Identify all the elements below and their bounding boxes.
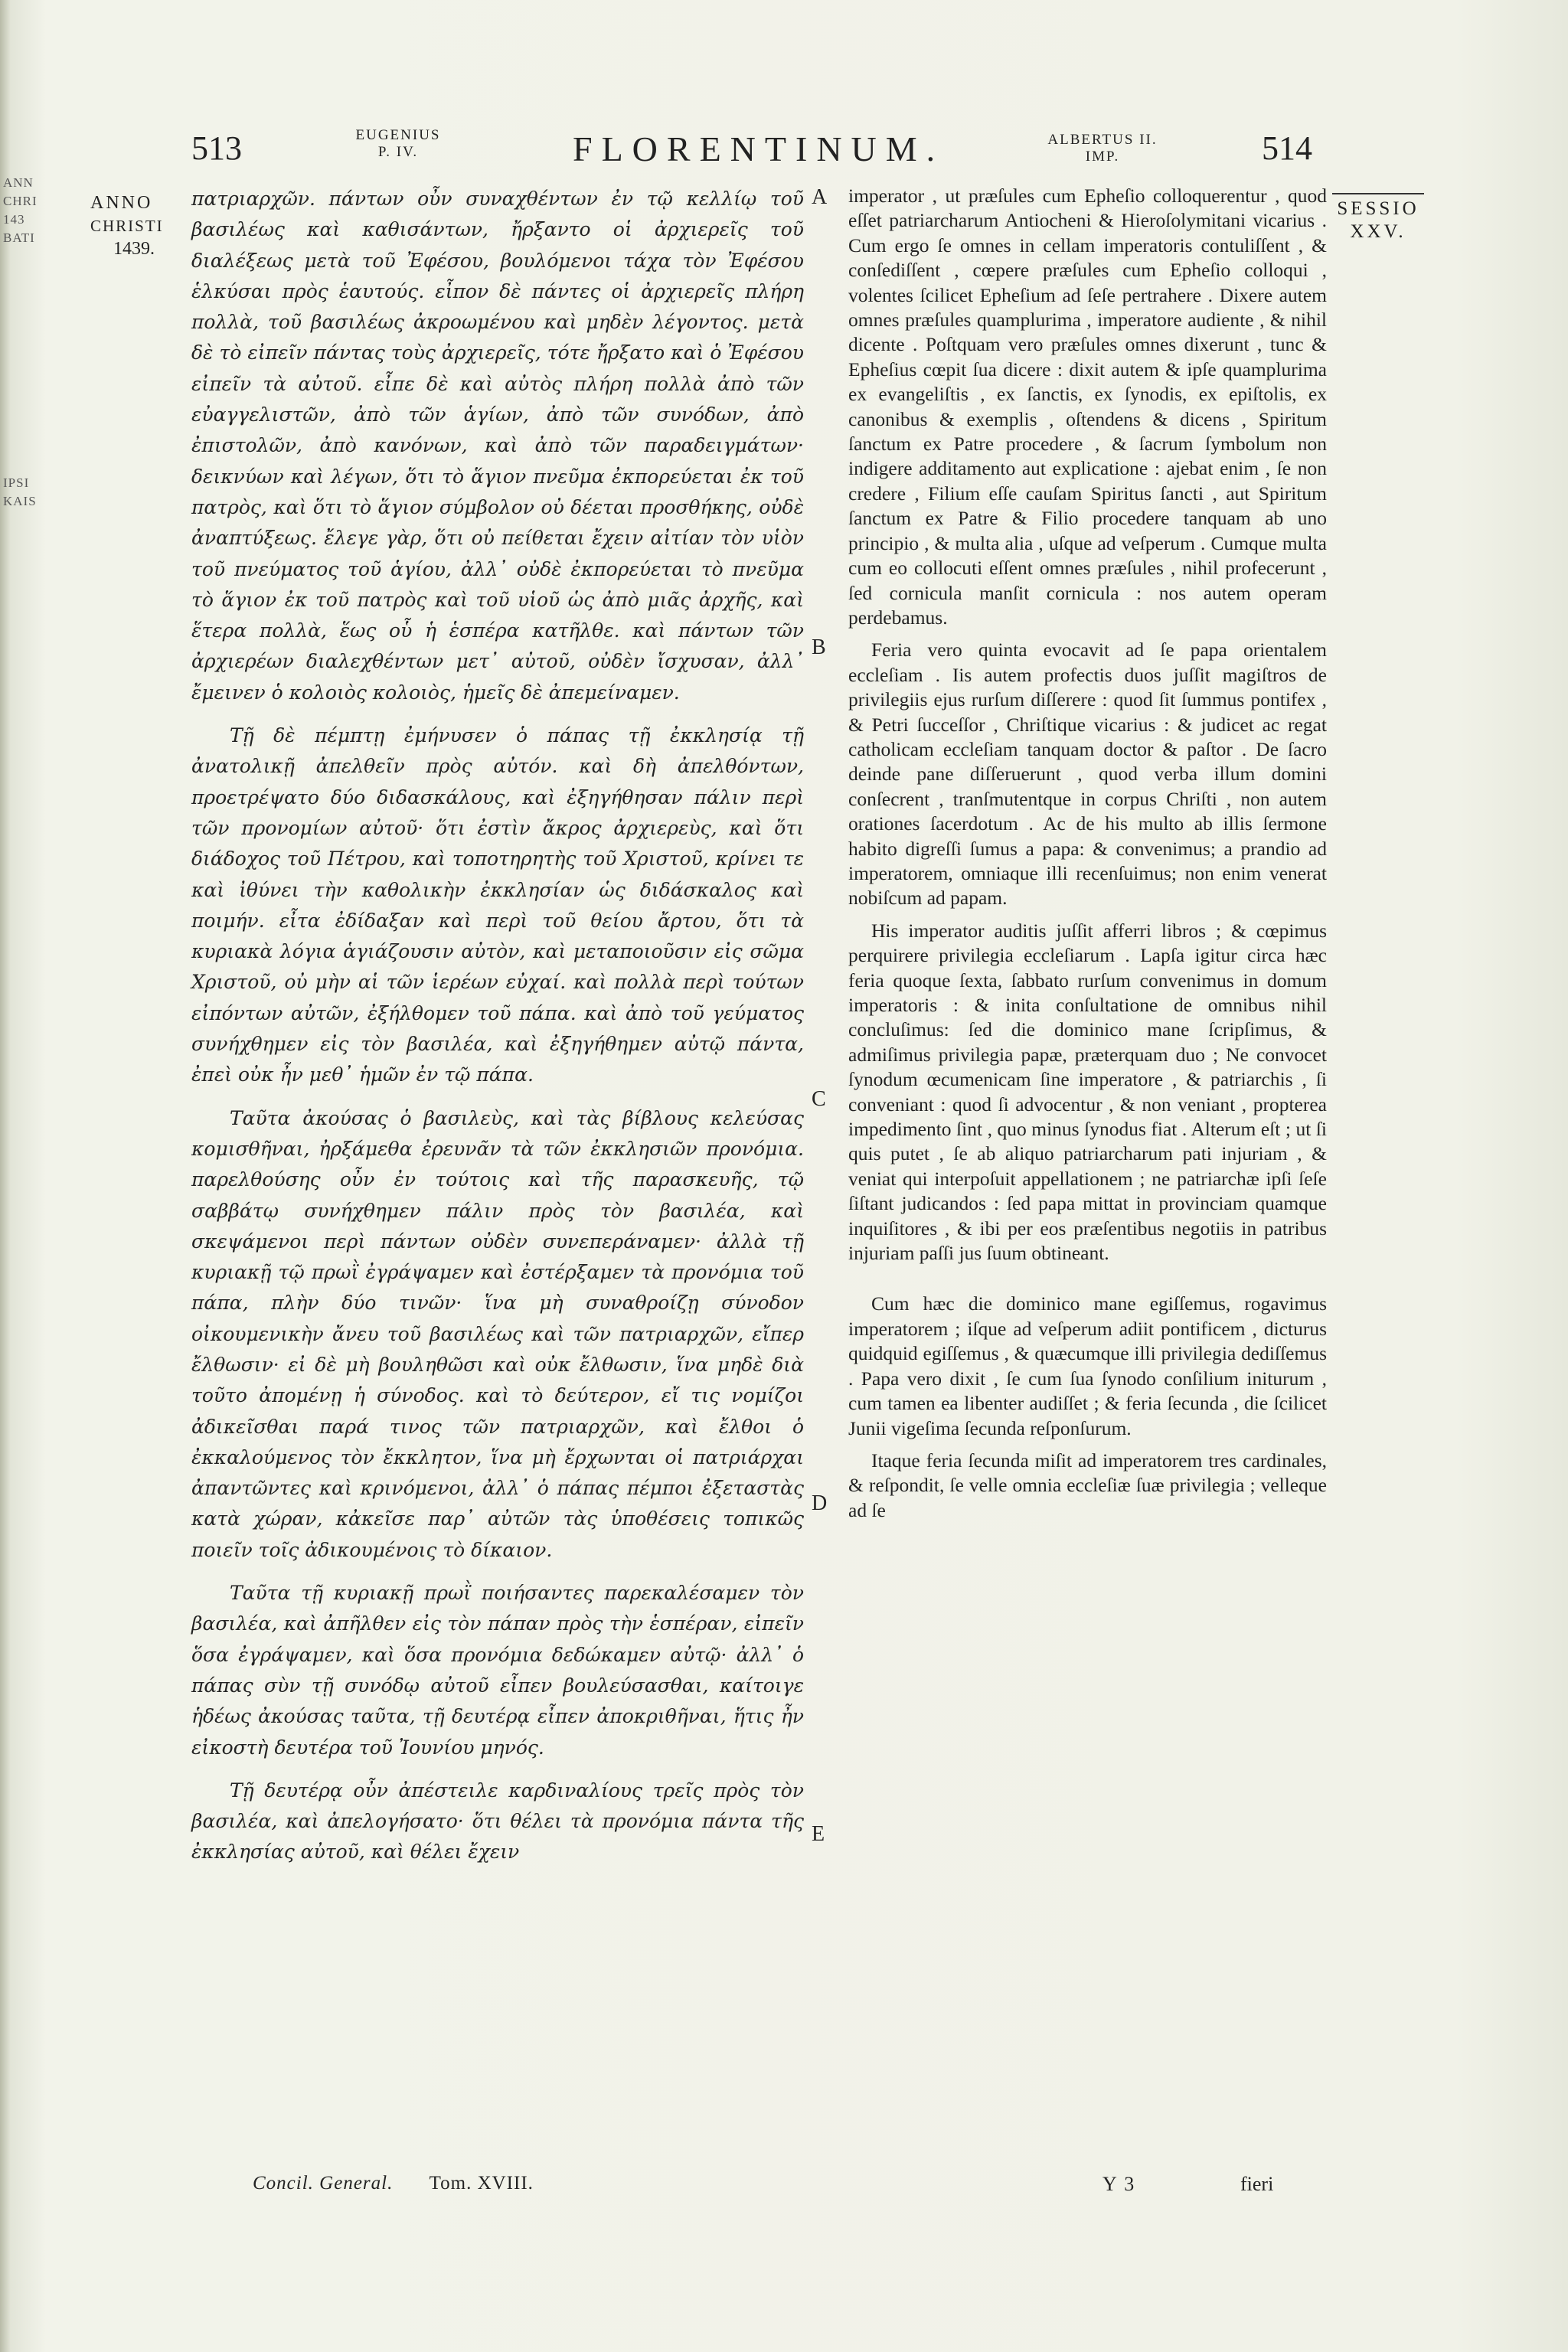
signature-mark: Y 3 bbox=[1102, 2173, 1136, 2195]
emperor-name: ALBERTUS II. bbox=[1047, 132, 1158, 148]
pope-number: P. IV. bbox=[377, 144, 419, 160]
sessio-rule bbox=[1332, 193, 1424, 194]
facing-page-fragment: KAIS bbox=[3, 494, 37, 508]
page-gutter-edge bbox=[0, 0, 11, 2352]
latin-paragraph: His imperator auditis juſſit afferri libros ; & cœpimus perquirere privilegia eccleſiarum . Lapſa igitur circa hæc feria quoque ſexta, ſabbato rurſum convenimus in domum imperatoris : & inita conſultatione de omnibus nihil concluſimus: ſed die dominico mane ſcripſimus, & admiſimus privilegia papæ, præterquam duo ; Ne convocet ſynodum œcumenicam ſine imperatore , & patriarchis , ſi conveniant : quod ſi advocentur , & non veniant , propterea impedimento ſint , quo minus ſynodus fiat . Alterum eſt ; ut ſi quis putet , ſe ab aliquo patriarcharum pati injuriam , & veniat qui interpoſuit appellationem ; ne patriarchæ ipſi ſeſe ſiſtant judicandos : ſed papa mittat in provinciam quamque inquiſitores , & ibi per eos præſentibus negotiis in patribus injuriam paſſi jus ſuum obtineant. bbox=[848, 919, 1327, 1265]
sessio-label: SESSIO bbox=[1337, 198, 1419, 219]
latin-paragraph: imperator , ut præſules cum Epheſio colloquerentur , quod eſſet patriarcharum Antiocheni & Hieroſolymitani vicarius . Cum ergo ſe omnes in cellam imperatoris contuliſſent , & conſediſſent , cœpere præſules cum Epheſio colloqui , volentes ſcilicet Epheſium ad ſeſe pertrahere . Dixere autem omnes præſules quamplurima , imperatore audiente , & nihil dicente . Poſtquam vero præſules omnes dixerunt , tunc & Epheſius cœpit ſua dicere : dixit autem & ipſe quamplurima ex evangeliſtis , ex ſanctis, ex ſynodis, ex epiſtolis, ex canonibus & exemplis , oſtendens & dicens , Spiritum ſanctum ex Patre procedere , & ſacrum ſymbolum non indigere additamento aut explicatione : ajebat enim , ſe non credere , Filium eſſe cauſam Spiritus ſancti , aut Spiritum ſanctum ex Patre & Filio procedere tanquam ab uno principio , & multa alia , uſque ad veſperum . Cumque multa cum eo collocuti eſſent omnes præſules , nihil profecerunt , ſed cornicula manſit cornicula : nos autem operam perdebamus. bbox=[848, 185, 1327, 629]
facing-page-fragment: 143 bbox=[3, 212, 25, 227]
right-page-number: 514 bbox=[1262, 129, 1312, 167]
latin-paragraph: Itaque feria ſecunda miſit ad imperatorem tres cardinales, & reſpondit, ſe velle omnia eccleſiæ ſuæ privilegia ; velleque ad ſe bbox=[848, 1449, 1327, 1521]
source-title: Concil. General. bbox=[253, 2173, 394, 2194]
facing-page-fragment: ANN bbox=[3, 175, 34, 190]
pope-name: EUGENIUS bbox=[355, 127, 441, 143]
greek-paragraph: Τῇ δὲ πέμπτῃ ἐμήνυσεν ὁ πάπας τῇ ἐκκλησίᾳ τῇ ἀνατολικῇ ἀπελθεῖν πρὸς αὐτόν. καὶ δὴ ἀπελθόντων, προετρέψατο δύο διδασκάλους, καὶ ἐξηγήθησαν πάλιν περὶ τῶν προνομίων αὐτοῦ· ὅτι ἐστὶν ἄκρος ἀρχιερεὺς, καὶ ὅτι διάδοχος τοῦ Πέτρου, καὶ τοποτηρητὴς τοῦ Χριστοῦ, κρίνει τε καὶ ἰθύνει τὴν καθολικὴν ἐκκλησίαν ὡς διδάσκαλος καὶ ποιμήν. εἶτα ἐδίδαξαν καὶ περὶ τοῦ θείου ἄρτου, ὅτι τὰ κυριακὰ λόγια ἁγιάζουσιν αὐτὸν, καὶ μεταποιοῦσιν εἰς σῶμα Χριστοῦ, οὐ μὴν αἱ τῶν ἱερέων εὐχαί. καὶ πολλὰ περὶ τούτων εἰπόντων αὐτῶν, ἐξήλθομεν τοῦ πάπα. καὶ ἀπὸ τοῦ γεύματος συνήχθημεν εἰς τὸν βασιλέα, καὶ ἐξηγήθημεν αὐτῷ πάντα, ἐπεὶ οὐκ ἦν μεθ᾽ ἡμῶν ἐν τῷ πάπα. bbox=[191, 724, 804, 1086]
catchword: fieri bbox=[1240, 2173, 1274, 2195]
left-page-number: 513 bbox=[191, 129, 242, 167]
facing-page-fragment: BATI bbox=[3, 230, 35, 245]
section-letter-a: A bbox=[812, 185, 828, 209]
greek-paragraph: Τῇ δευτέρᾳ οὖν ἀπέστειλε καρδιναλίους τρεῖς πρὸς τὸν βασιλέα, καὶ ἀπελογήσατο· ὅτι θέλει τὰ προνόμια πάντα τῆς ἐκκλησίας αὐτοῦ, καὶ θέλει ἔχειν bbox=[191, 1779, 804, 1864]
facing-page-fragment: IPSI bbox=[3, 475, 30, 490]
section-letter-b: B bbox=[812, 635, 826, 659]
anno-label: ANNO bbox=[90, 193, 153, 213]
anno-christi-note bbox=[90, 191, 164, 260]
sessio-note bbox=[1332, 193, 1424, 243]
year-label: 1439. bbox=[113, 239, 155, 259]
emperor-running-head bbox=[1026, 132, 1179, 165]
section-letter-d: D bbox=[812, 1491, 828, 1515]
sessio-number: XXV. bbox=[1350, 221, 1406, 242]
facing-page-fragment: CHRI bbox=[3, 194, 38, 208]
latin-paragraph: Feria vero quinta evocavit ad ſe papa orientalem eccleſiam . Iis autem profectis duos juſſit magiſtros de privilegiis ejus rurſum diſſerere : quod ſit ſummus pontifex , & Petri ſucceſſor , Chriſtique vicarius : & judicet ac regat catholicam eccleſiam tanquam doctor & paſtor . De ſacro deinde pane diſſeruerunt , quod verba illum domini conſecrent , tranſmutentque in corpus Chriſti , non autem orationes ſacerdotum . Ac de his multo ab illis ſermone habito digreſſi ſumus a papa: & convenimus; a prandio ad imperatorem, omniaque illi recenſuimus; non enim venerat nobiſcum ad papam. bbox=[848, 639, 1327, 910]
section-letter-e: E bbox=[812, 1822, 825, 1846]
volume-label: Tom. XVIII. bbox=[429, 2173, 534, 2194]
greek-text-column bbox=[191, 184, 804, 1880]
latin-paragraph: Cum hæc die dominico mane egiſſemus, rogavimus imperatorem ; iſque ad veſperum adiit pontificem , dicturus quidquid egiſſemus , & quæcumque illi privilegia dediſſemus . Papa vero dixit , ſe cum ſua ſynodo conſilium initurum , cum tamen ea libenter audiſſet ; & feria ſecunda , die ſcilicet Junii vigeſima ſecunda reſponſurum. bbox=[848, 1292, 1327, 1439]
latin-text-column bbox=[848, 184, 1327, 1530]
christi-label: CHRISTI bbox=[90, 217, 164, 235]
greek-paragraph: πατριαρχῶν. πάντων οὖν συναχθέντων ἐν τῷ κελλίῳ τοῦ βασιλέως καὶ καθισάντων, ἤρξαντο οἱ ἀρχιερεῖς τοῦ διαλέξεως μετὰ τοῦ Ἐφέσου, βουλόμενοι τάχα τὸν Ἐφέσου ἑλκύσαι πρὸς ἑαυτούς. εἶπον δὲ πάντες οἱ ἀρχιερεῖς πλήρη πολλὰ, τοῦ βασιλέως ἀκροωμένου καὶ μηδὲν λέγοντος. μετὰ δὲ τὸ εἰπεῖν πάντας τοὺς ἀρχιερεῖς, τότε ἤρξατο καὶ ὁ Ἐφέσου εἰπεῖν τὰ αὐτοῦ. εἶπε δὲ καὶ αὐτὸς πλήρη πολλὰ ἀπὸ τῶν εὐαγγελιστῶν, ἀπὸ τῶν ἁγίων, ἀπὸ τῶν συνόδων, ἀπὸ ἐπιστολῶν, ἀπὸ κανόνων, καὶ ἀπὸ τῶν παραδειγμάτων· δεικνύων καὶ λέγων, ὅτι τὸ ἅγιον πνεῦμα ἐκπορεύεται ἐκ τοῦ πατρὸς, καὶ ὅτι τὸ ἅγιον σύμβολον οὐ δέεται προσθήκης, οὐδὲ ἀναπτύξεως. ἔλεγε γὰρ, ὅτι οὐ πείθεται ἔχειν αἰτίαν τὸν υἱὸν τοῦ πνεύματος τοῦ ἁγίου, ἀλλ᾽ οὐδὲ ἐκπορεύεται τὸ πνεῦμα τὸ ἅγιον ἐκ τοῦ πατρὸς καὶ τοῦ υἱοῦ ὡς ἀπὸ μιᾶς ἀρχῆς, καὶ ἕτερα πολλὰ, ἕως οὗ ἡ ἑσπέρα κατῆλθε. καὶ πάντων τῶν ἀρχιερέων διαλεχθέντων μετ᾽ αὐτοῦ, οὐδὲν ἴσχυσαν, ἀλλ᾽ ἔμεινεν ὁ κολοιὸς κολοιὸς, ἡμεῖς δὲ ἀπεμείναμεν. bbox=[191, 188, 804, 704]
page-title: FLORENTINUM. bbox=[573, 129, 945, 168]
section-letter-c: C bbox=[812, 1087, 826, 1111]
greek-paragraph: Ταῦτα ἀκούσας ὁ βασιλεὺς, καὶ τὰς βίβλους κελεύσας κομισθῆναι, ἠρξάμεθα ἐρευνᾶν τὰ τῶν ἐκκλησιῶν προνόμια. παρελθούσης οὖν ἐν τούτοις καὶ τῆς παρασκευῆς, τῷ σαββάτῳ συνήχθημεν πάλιν πρὸς τὸν βασιλέα, καὶ σκεψάμενοι περὶ πάντων οὐδὲν συνεπεράναμεν· ἀλλὰ τῇ κυριακῇ τῷ πρωῒ ἐγράψαμεν καὶ ἐστέρξαμεν τὰ προνόμια τοῦ πάπα, πλὴν δύο τινῶν· ἵνα μὴ συναθροίζῃ σύνοδον οἰκουμενικὴν ἄνευ τοῦ βασιλέως καὶ τῶν πατριαρχῶν, εἴπερ ἔλθωσιν· εἰ δὲ μὴ βουληθῶσι καὶ οὐκ ἔλθωσιν, ἵνα μηδὲ διὰ τοῦτο ἀπομένῃ ἡ σύνοδος. καὶ τὸ δεύτερον, εἴ τις νομίζοι ἀδικεῖσθαι παρά τινος τῶν πατριαρχῶν, καὶ ἔλθοι ὁ ἐκκαλούμενος τὸν ἔκκλητον, ἵνα μὴ ἔρχωνται οἱ πατριάρχαι ἀπαντῶντες καὶ κρινόμενοι, ἀλλ᾽ ὁ πάπας πέμποι ἐξεταστὰς κατὰ χώραν, κἀκεῖσε παρ᾽ αὐτῶν τὰς ὑποθέσεις τοπικῶς ποιεῖν τοῖς ἀδικουμένοις τὸ δίκαιον. bbox=[191, 1106, 804, 1561]
source-footer bbox=[253, 2173, 534, 2194]
pope-running-head bbox=[348, 127, 448, 161]
greek-paragraph: Ταῦτα τῇ κυριακῇ πρωῒ ποιήσαντες παρεκαλέσαμεν τὸν βασιλέα, καὶ ἀπῆλθεν εἰς τὸν πάπαν πρὸς τὴν ἑσπέραν, εἰπεῖν ὅσα ἐγράψαμεν, καὶ ὅσα προνόμια δεδώκαμεν αὐτῷ· ἀλλ᾽ ὁ πάπας σὺν τῇ συνόδῳ αὐτοῦ εἶπεν βουλεύσασθαι, καίτοιγε ἡδέως ἀκούσας ταῦτα, τῇ δευτέρᾳ εἶπεν ἀποκριθῆναι, ἥτις ἦν εἰκοστὴ δευτέρα τοῦ Ἰουνίου μηνός. bbox=[191, 1582, 804, 1759]
emperor-title: IMP. bbox=[1085, 149, 1120, 165]
